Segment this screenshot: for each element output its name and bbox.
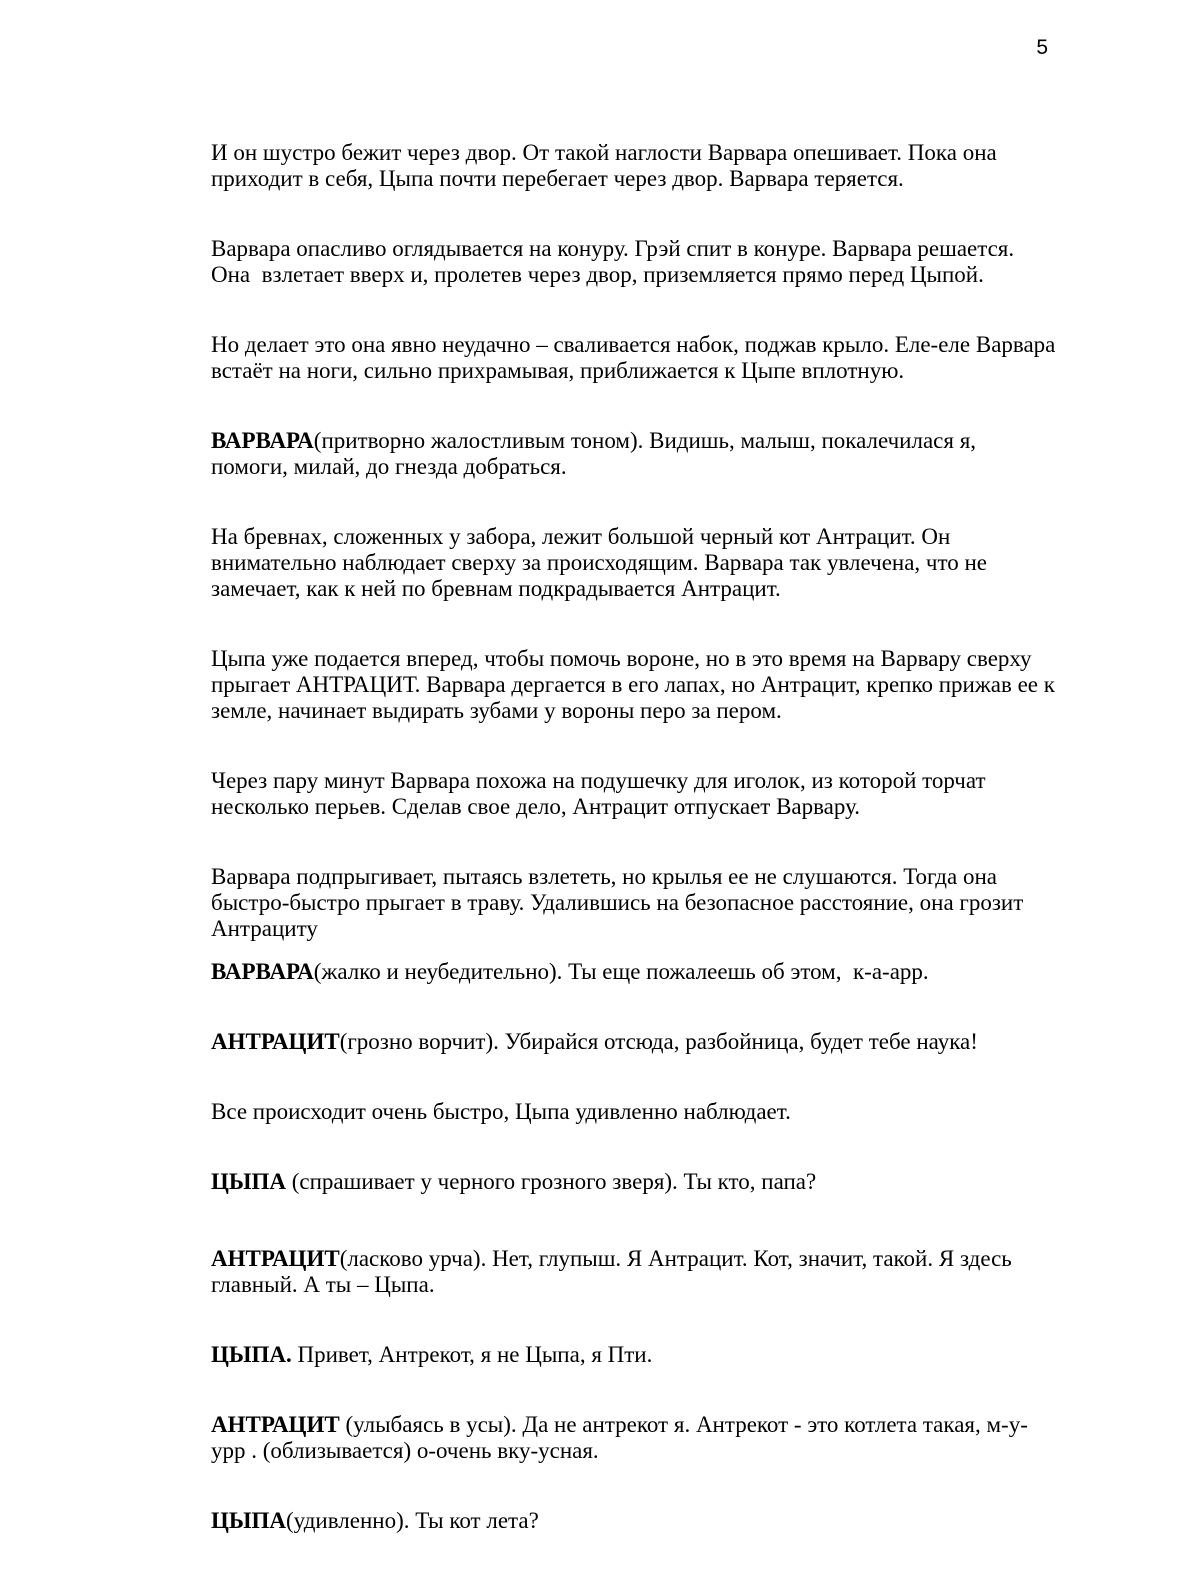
script-paragraph [211,864,1056,942]
dialogue-text: (притворно жалостливым тоном). Видишь, малыш, покалечилася я, помоги, милай, до гнезда добраться. [211,428,982,479]
paragraph-text: Но делает это она явно неудачно – сваливается набок, поджав крыло. Еле-еле Варвара встаёт на ноги, сильно прихрамывая, приближается к Цыпе вплотную. [211,332,1062,383]
paragraph-text: И он шустро бежит через двор. От такой наглости Варвара опешивает. Пока она приходит в себя, Цыпа почти перебегает через двор. Варвара теряется. [211,140,1003,191]
paragraph-text: Варвара подпрыгивает, пытаясь взлететь, но крылья ее не слушаются. Тогда она быстро-быстро прыгает в траву. Удалившись на безопасное расстояние, она грозит Антрациту [211,864,1030,941]
script-paragraph-dialogue [211,1246,1056,1298]
script-paragraph-dialogue [211,1412,1056,1464]
dialogue-text: (спрашивает у черного грозного зверя). Ты кто, папа? [285,1169,817,1194]
script-paragraph [211,332,1062,384]
dialogue-text: (улыбаясь в усы). Да не антрекот я. Антрекот - это котлета такая, м-у-урр . (облизывается) о-очень вку-усная. [211,1412,1028,1463]
script-paragraph [211,768,1056,820]
script-paragraph [211,524,1056,602]
script-text-body [211,140,1062,1578]
speaker-name: ЦЫПА [211,1508,286,1533]
script-paragraph [211,1099,1056,1125]
dialogue-text: (удивленно). Ты кот лета? [285,1508,539,1533]
script-paragraph-dialogue [211,959,1056,985]
speaker-name: ЦЫПА. [211,1342,292,1367]
script-paragraph [211,140,1056,192]
dialogue-text: Привет, Антрекот, я не Цыпа, я Пти. [291,1342,653,1367]
script-paragraph [211,236,1056,288]
speaker-name: АНТРАЦИТ [211,1246,340,1271]
script-paragraph-dialogue [211,428,1056,480]
paragraph-text: Через пару минут Варвара похожа на подушечку для иголок, из которой торчат несколько перьев. Сделав свое дело, Антрацит отпускает Варвару. [211,768,992,819]
script-paragraph-dialogue [211,1169,1056,1195]
speaker-name: АНТРАЦИТ [211,1412,340,1437]
script-paragraph-dialogue [211,1508,1056,1534]
dialogue-text: (грозно ворчит). Убирайся отсюда, разбойница, будет тебе наука! [339,1029,978,1054]
speaker-name: ЦЫПА [211,1169,286,1194]
paragraph-text: Цыпа уже подается вперед, чтобы помочь вороне, но в это время на Варвару сверху прыгает АНТРАЦИТ. Варвара дергается в его лапах, но Антрацит, крепко прижав ее к земле, начинает выдирать зубами у вороны перо за пером. [211,646,1061,723]
dialogue-text: (ласково урча). Нет, глупыш. Я Антрацит. Кот, значит, такой. Я здесь главный. А ты – Цыпа. [211,1246,1018,1297]
paragraph-text: Все происходит очень быстро, Цыпа удивленно наблюдает. [211,1099,791,1124]
speaker-name: ВАРВАРА [211,959,314,984]
paragraph-text: На бревнах, сложенных у забора, лежит большой черный кот Антрацит. Он внимательно наблюдает сверху за происходящим. Варвара так увлечена, что не замечает, как к ней по бревнам подкрадывается Антрацит. [211,524,993,601]
paragraph-text: Варвара опасливо оглядывается на конуру. Грэй спит в конуре. Варвара решается. Она взлетает вверх и, пролетев через двор, приземляется прямо перед Цыпой. [211,236,1020,287]
script-paragraph-dialogue [211,1342,1056,1368]
script-paragraph [211,646,1061,724]
speaker-name: ВАРВАРА [211,428,314,453]
script-paragraph-dialogue [211,1029,1056,1055]
dialogue-text: (жалко и неубедительно). Ты еще пожалеешь об этом, к-а-арр. [313,959,929,984]
page-number: 5 [1036,36,1048,59]
speaker-name: АНТРАЦИТ [211,1029,340,1054]
